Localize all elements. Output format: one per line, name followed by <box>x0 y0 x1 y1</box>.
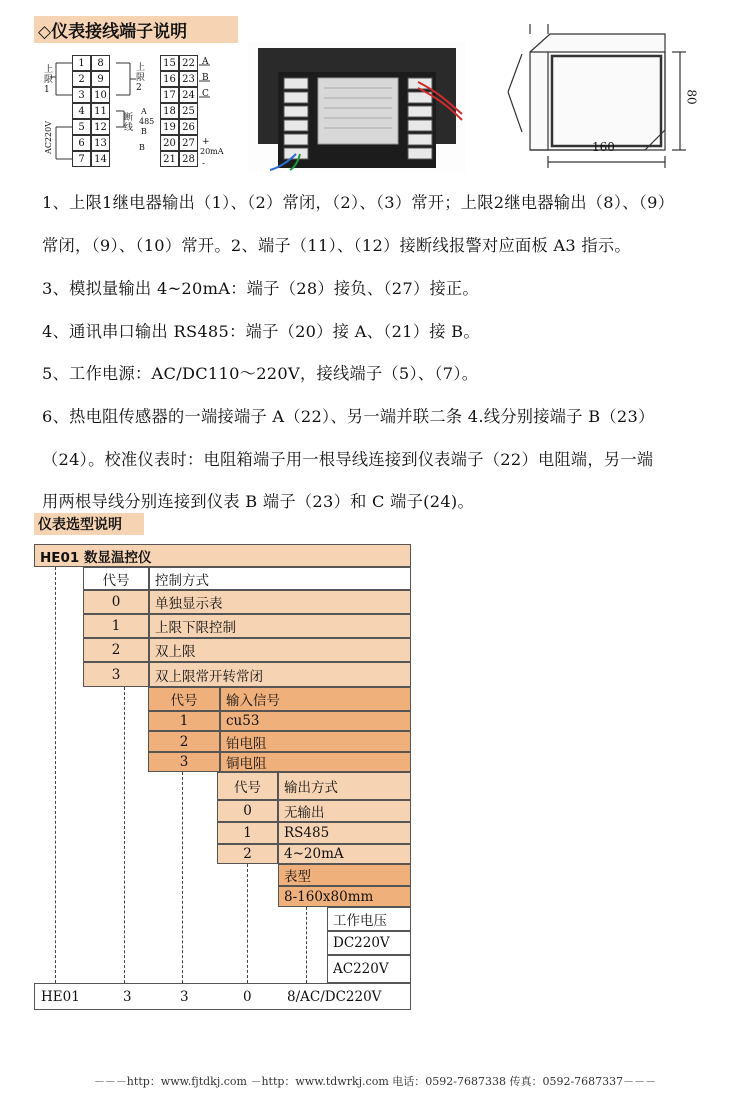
control-desc-header: 控制方式 <box>149 567 411 590</box>
terminal-8: 8 <box>91 55 110 71</box>
dimension-drawing <box>500 22 710 172</box>
table-row <box>327 955 411 983</box>
label-rs485: 485 <box>139 117 155 126</box>
product-header: HE01 数显温控仪 <box>34 544 411 567</box>
selection-subtitle-text: 仪表选型说明 <box>38 517 122 533</box>
para-line-5: 5、工作电源：AC/DC110～220V，接线端子（5）、（7）。 <box>42 364 479 383</box>
output-desc-header: 输出方式 <box>278 772 411 800</box>
table-row <box>327 931 411 955</box>
control-desc: 双上限 <box>149 638 411 662</box>
input-header-row <box>148 687 411 711</box>
connector-line <box>247 864 248 983</box>
terminal-12: 12 <box>91 119 110 135</box>
terminal-24: 24 <box>179 87 198 103</box>
table-row <box>217 800 411 822</box>
connector-line <box>182 772 183 983</box>
output-header-row <box>217 772 411 800</box>
table-row <box>83 590 411 614</box>
control-code: 2 <box>83 638 149 662</box>
footer-text: －－－http：www.fjtdkj.com －http：www.tdwrkj.com 电话：0592-7687338 传真：0592-7687337－－－ <box>93 1075 657 1088</box>
footer <box>0 1073 750 1089</box>
terminal-10: 10 <box>91 87 110 103</box>
shape-value: 8-160x80mm <box>278 886 411 907</box>
terminal-19: 19 <box>160 119 179 135</box>
control-code: 3 <box>83 662 149 687</box>
connector-line <box>55 567 56 983</box>
para-line-1: 1、上限1继电器输出（1）、（2）常闭，（2）、（3）常开；上限2继电器输出（8）、（9） <box>42 193 675 212</box>
terminal-16: 16 <box>160 71 179 87</box>
label-plus: + <box>202 137 210 147</box>
output-code: 1 <box>217 822 278 844</box>
input-code: 2 <box>148 731 220 752</box>
terminal-27: 27 <box>179 135 198 151</box>
terminal-25: 25 <box>179 103 198 119</box>
terminal-7: 7 <box>72 151 91 167</box>
voltage-value: AC220V <box>327 955 411 983</box>
table-row <box>83 614 411 638</box>
terminal-18: 18 <box>160 103 179 119</box>
example-model: HE01 <box>41 989 80 1005</box>
para-line-4: 4、通讯串口输出 RS485：端子（20）接 A、（21）接 B。 <box>42 322 480 341</box>
label-minus: - <box>202 159 206 169</box>
voltage-header-row <box>327 907 411 931</box>
label-ma-b: B <box>139 143 145 152</box>
shape-header-row <box>278 864 411 886</box>
dim-width: 160 <box>592 140 615 154</box>
para-line-2: 常闭，（9）、（10）常开。2、端子（11）、（12）接断线报警对应面板 A3 指示。 <box>42 236 631 255</box>
section-title-text: ◇仪表接线端子说明 <box>38 22 188 42</box>
control-code: 0 <box>83 590 149 614</box>
connector-line <box>124 687 125 983</box>
table-row <box>83 638 411 662</box>
terminal-28: 28 <box>179 151 198 167</box>
input-code: 1 <box>148 711 220 731</box>
input-code-header: 代号 <box>148 687 220 711</box>
output-desc: 无输出 <box>278 800 411 822</box>
meter-rear-illustration <box>248 42 466 172</box>
dim-height: 80 <box>684 89 699 105</box>
label-a: A <box>202 57 209 67</box>
terminal-22: 22 <box>179 55 198 71</box>
terminal-13: 13 <box>91 135 110 151</box>
terminal-3: 3 <box>72 87 91 103</box>
input-desc: 铂电阻 <box>220 731 411 752</box>
control-code-header: 代号 <box>83 567 149 590</box>
table-row <box>217 844 411 864</box>
table-row <box>148 711 411 731</box>
label-upper2: 上限2 <box>136 63 146 93</box>
control-desc: 上限下限控制 <box>149 614 411 638</box>
output-code-header: 代号 <box>217 772 278 800</box>
terminal-4: 4 <box>72 103 91 119</box>
shape-header: 表型 <box>278 864 411 886</box>
output-code: 2 <box>217 844 278 864</box>
table-row <box>217 822 411 844</box>
terminal-11: 11 <box>91 103 110 119</box>
voltage-header: 工作电压 <box>327 907 411 931</box>
example-input: 3 <box>180 989 189 1005</box>
terminal-17: 17 <box>160 87 179 103</box>
label-b: B <box>202 73 209 83</box>
terminal-5: 5 <box>72 119 91 135</box>
wiring-diagram <box>42 55 222 173</box>
example-row <box>34 983 411 1010</box>
label-break: 断线 <box>124 113 134 133</box>
connector-line <box>306 907 307 983</box>
para-line-3: 3、模拟量输出 4~20mA：端子（28）接负、（27）接正。 <box>42 279 479 298</box>
terminal-21: 21 <box>160 151 179 167</box>
control-desc: 双上限常开转常闭 <box>149 662 411 687</box>
terminal-9: 9 <box>91 71 110 87</box>
control-code: 1 <box>83 614 149 638</box>
table-header-row <box>34 544 411 567</box>
terminal-20: 20 <box>160 135 179 151</box>
control-desc: 单独显示表 <box>149 590 411 614</box>
label-rs-a: A <box>141 107 147 116</box>
para-line-8: 用两根导线分别连接到仪表 B 端子（23）和 C 端子(24)。 <box>42 492 475 511</box>
label-rs-b: B <box>141 127 147 136</box>
example-control: 3 <box>123 989 132 1005</box>
terminal-14: 14 <box>91 151 110 167</box>
output-desc: RS485 <box>278 822 411 844</box>
meter-photo <box>248 42 466 172</box>
voltage-value: DC220V <box>327 931 411 955</box>
input-desc-header: 输入信号 <box>220 687 411 711</box>
input-desc: 铜电阻 <box>220 752 411 772</box>
label-power: AC220V <box>44 121 53 154</box>
label-c: C <box>202 89 209 99</box>
terminal-6: 6 <box>72 135 91 151</box>
terminal-26: 26 <box>179 119 198 135</box>
table-row <box>148 731 411 752</box>
shape-value-row <box>278 886 411 907</box>
input-desc: cu53 <box>220 711 411 731</box>
table-row <box>148 752 411 772</box>
table-row <box>83 662 411 687</box>
output-desc: 4~20mA <box>278 844 411 864</box>
terminal-23: 23 <box>179 71 198 87</box>
label-upper1: 上限1 <box>44 65 54 95</box>
terminal-1: 1 <box>72 55 91 71</box>
para-line-7: （24）。校准仪表时：电阻箱端子用一根导线连接到仪表端子（22）电阻端，另一端 <box>42 450 654 469</box>
label-ma: 20mA <box>200 147 224 156</box>
input-code: 3 <box>148 752 220 772</box>
example-shape-voltage: 8/AC/DC220V <box>287 989 382 1005</box>
example-output: 0 <box>243 989 252 1005</box>
output-code: 0 <box>217 800 278 822</box>
terminal-2: 2 <box>72 71 91 87</box>
selection-subtitle <box>34 513 144 535</box>
para-line-6: 6、热电阻传感器的一端接端子 A（22）、另一端并联二条 4.线分别接端子 B（23） <box>42 407 655 426</box>
terminal-15: 15 <box>160 55 179 71</box>
page-title <box>34 16 238 43</box>
control-header-row <box>83 567 411 590</box>
